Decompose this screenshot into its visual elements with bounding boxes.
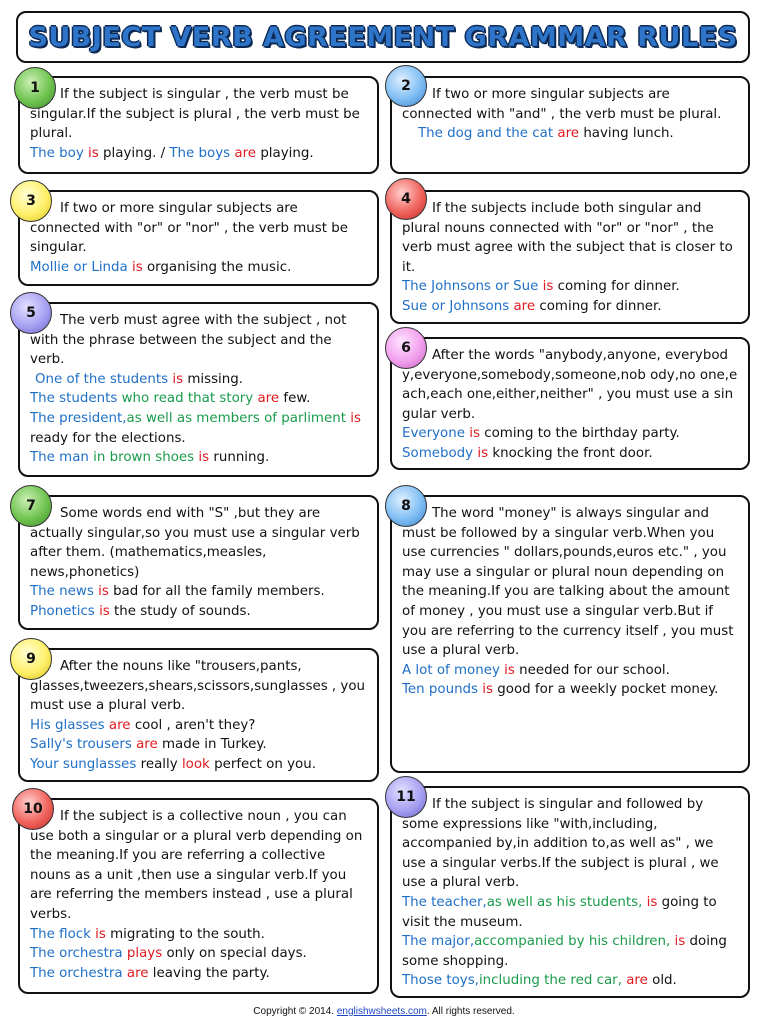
example-sentence (402, 297, 740, 317)
verb: is (172, 371, 184, 387)
example-sentence (402, 124, 740, 144)
rest: leaving the party. (152, 965, 270, 981)
example-sentence (30, 448, 369, 468)
rest: knocking the front door. (492, 445, 653, 461)
rule-card-3 (18, 190, 379, 286)
rest: playing. (260, 145, 314, 161)
rest: going to visit the museum. (402, 894, 717, 930)
rule-text: If two or more singular subjects are connected with "or" or "nor" , the verb must be singular. (30, 201, 348, 256)
verb: is (646, 894, 658, 910)
subject: A lot of money (402, 662, 500, 678)
rest: ready for the elections. (30, 430, 186, 446)
rule-number-badge (10, 180, 52, 222)
rule-number-badge (385, 776, 427, 818)
rest: the study of sounds. (114, 603, 251, 619)
example-sentence (402, 893, 740, 932)
rule-card-10 (18, 798, 379, 994)
rest: needed for our school. (519, 662, 670, 678)
verb: is (542, 279, 554, 295)
copyright-footer (0, 1006, 768, 1017)
phrase: who read that story (121, 391, 254, 407)
example-sentence (30, 944, 369, 964)
example-sentence (30, 409, 369, 448)
example-sentence (402, 680, 740, 700)
subject: Somebody (402, 445, 474, 461)
page-title: SUBJECT VERB AGREEMENT GRAMMAR RULES (28, 21, 738, 53)
verb: are (108, 717, 131, 733)
example-sentence (30, 258, 369, 278)
example-sentence (30, 716, 369, 736)
rest: old. (652, 973, 677, 989)
rest: only on special days. (166, 946, 307, 962)
rest: having lunch. (583, 126, 674, 142)
example-sentence (30, 144, 369, 164)
rule-card-7 (18, 495, 379, 630)
rule-number-badge (385, 327, 427, 369)
subject: The major, (402, 934, 475, 950)
rule-text: If the subject is singular , the verb must be singular.If the subject is plural , the verb must be plural. (30, 87, 360, 142)
subject: The boy (30, 145, 84, 161)
rule-text: If the subjects include both singular and plural nouns connected with "or" or "nor" , the verb must agree with the subject that is closer to it. (402, 201, 733, 275)
verb: plays (126, 946, 163, 962)
rule-number: 6 (401, 340, 411, 356)
rule-number: 1 (30, 80, 40, 96)
verb: is (477, 445, 489, 461)
rule-number: 10 (23, 801, 43, 817)
verb: is (98, 584, 109, 600)
rule-card-5 (18, 302, 379, 477)
example-sentence (30, 735, 369, 755)
verb: are (513, 298, 536, 314)
verb: is (504, 662, 515, 678)
rule-number: 5 (26, 305, 36, 321)
verb: is (482, 682, 493, 698)
rest: bad for all the family members. (113, 584, 325, 600)
rule-number: 4 (401, 191, 411, 207)
example-sentence (30, 582, 369, 602)
rest: few. (283, 391, 311, 407)
rest: migrating to the south. (110, 926, 265, 942)
verb: look (181, 756, 210, 772)
rule-number-badge (10, 485, 52, 527)
rule-text: If two or more singular subjects are connected with "and" , the verb must be plural. (402, 87, 722, 122)
subject: The Johnsons or Sue (402, 279, 539, 295)
subject: The orchestra (30, 965, 123, 981)
example-sentence (30, 964, 369, 984)
rest: good for a weekly pocket money. (497, 682, 719, 698)
rule-text: Some words end with "S" ,but they are actually singular,so you must use a singular verb after them. (mathematics,measles, news,phonetics) (30, 506, 360, 580)
rule-number: 3 (26, 193, 36, 209)
verb: is (95, 926, 106, 942)
subject: Sally's trousers (30, 737, 132, 753)
rest: really (140, 756, 178, 772)
rule-number-badge (10, 638, 52, 680)
rule-card-4 (390, 190, 750, 324)
verb: is (350, 410, 361, 426)
rest: playing. / (103, 145, 170, 161)
rule-number-badge (10, 292, 52, 334)
subject: The man (30, 450, 89, 466)
rule-number-badge (385, 65, 427, 107)
example-sentence (402, 661, 740, 681)
rest: cool , aren't they? (134, 717, 256, 733)
subject: Your sunglasses (30, 756, 137, 772)
rule-card-11 (390, 786, 750, 998)
example-sentence (30, 389, 369, 409)
rule-number-badge (385, 485, 427, 527)
rule-card-8 (390, 495, 750, 773)
title-box (16, 11, 750, 63)
example-sentence (402, 932, 740, 971)
rule-number: 8 (401, 498, 411, 514)
verb: are (626, 973, 648, 989)
rule-number: 9 (26, 651, 36, 667)
verb: are (126, 965, 149, 981)
subject: His glasses (30, 717, 105, 733)
rule-number-badge (14, 67, 56, 109)
example-sentence (30, 370, 369, 390)
phrase: as well as his students, (486, 894, 643, 910)
rest: running. (213, 450, 270, 466)
rule-number-badge (12, 788, 54, 830)
subject: Ten pounds (402, 682, 479, 698)
rest: made in Turkey. (162, 737, 267, 753)
rule-card-2 (390, 76, 750, 174)
subject: Everyone (402, 426, 465, 442)
rule-number: 7 (26, 498, 36, 514)
rule-card-9 (18, 648, 379, 782)
rest: missing. (187, 371, 244, 387)
rule-text: After the words "anybody,anyone, everybody,everyone,somebody,someone,nob ody,no one,each,each one,either,neither" , you must use a singular verb. (402, 348, 738, 422)
verb: are (234, 145, 257, 161)
rest: doing some shopping. (402, 934, 727, 969)
subject: The teacher, (402, 894, 487, 910)
rule-card-6 (390, 337, 750, 470)
verb: is (88, 145, 99, 161)
rule-text: If the subject is a collective noun , you can use both a singular or a plural verb depending on the meaning.If you are referring a collective nouns as a unit ,then use a singular verb.If you are referring the members instead , use a plural verbs. (30, 809, 363, 922)
verb: is (198, 450, 210, 466)
verb: is (99, 603, 110, 619)
phrase: as well as members of parliment (126, 410, 346, 426)
example-sentence (402, 971, 740, 991)
rule-text: The word "money" is always singular and must be followed by a singular verb.When you use currencies " dollars,pounds,euros etc." , you may use a singular or plural noun depending on the meaning.If you are talking about the amount of money , you must use a singular verb.But if you are referring to the currency itself , you must use a plural verb. (402, 506, 734, 659)
subject: The boys (169, 145, 231, 161)
subject: One of the students (35, 371, 169, 387)
subject: The flock (30, 926, 91, 942)
rest: organising the music. (146, 259, 292, 275)
verb: are (136, 737, 158, 753)
phrase: accompanied by his children, (474, 934, 671, 950)
verb: is (132, 259, 143, 275)
phrase: in brown shoes (93, 450, 195, 466)
example-sentence (30, 602, 369, 622)
subject: Sue or Johnsons (402, 298, 510, 314)
rest: coming for dinner. (557, 279, 680, 295)
verb: are (557, 126, 580, 142)
subject: The orchestra (30, 946, 123, 962)
example-sentence (402, 424, 740, 444)
subject: Phonetics (30, 603, 95, 619)
site-link[interactable]: englishwsheets.com (336, 1006, 427, 1017)
rule-text: The verb must agree with the subject , not with the phrase between the subject and the verb. (30, 313, 347, 368)
subject: The students (30, 391, 118, 407)
subject: Mollie or Linda (30, 259, 128, 275)
example-sentence (30, 755, 369, 775)
copyright-text: Copyright © 2014. (253, 1006, 335, 1017)
subject: The dog and the cat (418, 126, 554, 142)
rest: coming for dinner. (539, 298, 662, 314)
copyright-suffix: . All rights reserved. (426, 1006, 515, 1017)
rule-card-1 (18, 76, 379, 174)
rule-number: 2 (401, 78, 411, 94)
subject: The president, (30, 410, 127, 426)
subject: The news (30, 584, 94, 600)
example-sentence (402, 277, 740, 297)
phrase: including the red car, (478, 973, 622, 989)
rule-number-badge (385, 178, 427, 220)
verb: is (674, 934, 686, 950)
rest: perfect on you. (214, 756, 316, 772)
verb: are (257, 391, 280, 407)
rule-text: If the subject is singular and followed by some expressions like "with,including, accompanied by,in addition to,as well as" , we use a singular verbs.If the subject is plural , we use a plural verb. (402, 797, 719, 891)
rule-number: 11 (396, 789, 416, 805)
verb: is (469, 426, 480, 442)
subject: Those toys, (402, 973, 479, 989)
example-sentence (30, 925, 369, 945)
rule-text: After the nouns like "trousers,pants, glasses,tweezers,shears,scissors,sunglasses , you must use a plural verb. (30, 659, 366, 714)
example-sentence (402, 444, 740, 464)
rest: coming to the birthday party. (484, 426, 680, 442)
